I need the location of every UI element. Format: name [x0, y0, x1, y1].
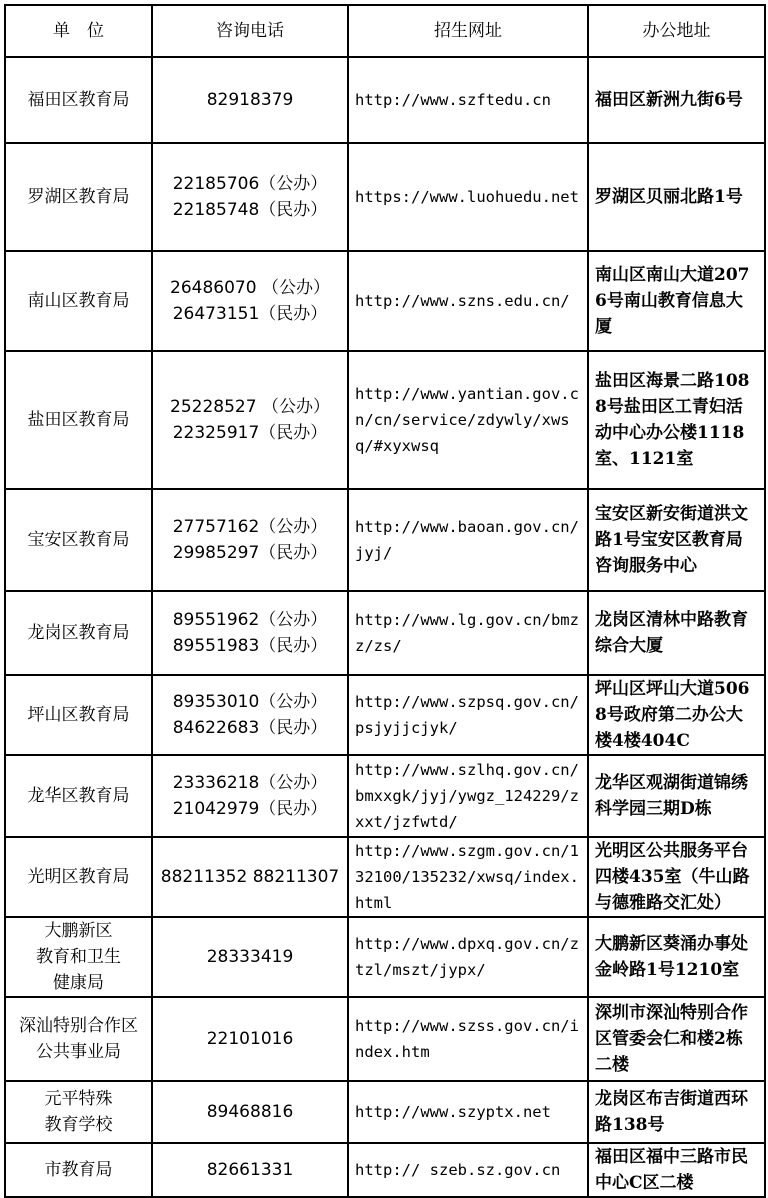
address-cell: 盐田区海景二路1088号盐田区工青妇活动中心办公楼1118室、1121室 [588, 351, 765, 489]
phone-cell [152, 917, 348, 997]
url-cell [348, 489, 588, 591]
phone-number: 26473151（民办） [172, 304, 328, 324]
unit-name-line: 健康局 [53, 973, 104, 993]
phone-number: 27757162（公办） [172, 517, 328, 537]
table-row [5, 675, 765, 755]
enrollment-url-link[interactable]: http://www.baoan.gov.cn/jyj/ [355, 518, 579, 562]
table-row [5, 1143, 765, 1197]
header-url: 招生网址 [348, 5, 588, 57]
enrollment-url-link[interactable]: http:// szeb.sz.gov.cn [355, 1161, 561, 1179]
enrollment-url-link[interactable]: http://www.lg.gov.cn/bmzz/zs/ [355, 611, 579, 655]
table-row [5, 489, 765, 591]
phone-number: 22101016 [206, 1029, 294, 1049]
phone-number: 88211352 88211307 [160, 867, 340, 887]
table-row [5, 57, 765, 143]
phone-number: 22185706（公办） [172, 174, 328, 194]
phone-cell [152, 675, 348, 755]
enrollment-url-link[interactable]: http://www.szyptx.net [355, 1103, 551, 1121]
unit-name-line: 宝安区教育局 [27, 530, 130, 550]
phone-number: 23336218（公办） [172, 773, 328, 793]
unit-cell [5, 917, 152, 997]
address-cell: 大鹏新区葵涌办事处金岭路1号1210室 [588, 917, 765, 997]
unit-name-line: 福田区教育局 [27, 90, 130, 110]
header-phone: 咨询电话 [152, 5, 348, 57]
unit-cell [5, 489, 152, 591]
address-cell: 光明区公共服务平台四楼435室（牛山路与德雅路交汇处） [588, 837, 765, 917]
enrollment-url-link[interactable]: https://www.luohuedu.net [355, 188, 579, 206]
phone-cell [152, 591, 348, 675]
header-row [5, 5, 765, 57]
phone-cell [152, 837, 348, 917]
unit-name-line: 元平特殊 [44, 1089, 113, 1109]
table-body [5, 57, 765, 1197]
phone-number: 29985297（民办） [172, 543, 328, 563]
enrollment-url-link[interactable]: http://www.yantian.gov.cn/cn/service/zdywly/xwsq/#xyxwsq [355, 385, 579, 455]
url-cell [348, 1081, 588, 1143]
phone-number: 89551983（民办） [172, 636, 328, 656]
address-cell: 罗湖区贝丽北路1号 [588, 143, 765, 251]
address-cell: 龙华区观湖街道锦绣科学园三期D栋 [588, 755, 765, 837]
table-row [5, 1081, 765, 1143]
contact-table [4, 4, 766, 1198]
unit-name-line: 光明区教育局 [27, 867, 130, 887]
unit-cell [5, 997, 152, 1081]
table-row [5, 837, 765, 917]
unit-name-line: 教育学校 [44, 1115, 113, 1135]
phone-number: 21042979（民办） [172, 799, 328, 819]
address-cell: 福田区新洲九街6号 [588, 57, 765, 143]
unit-cell [5, 57, 152, 143]
table-row [5, 351, 765, 489]
address-cell: 宝安区新安街道洪文路1号宝安区教育局咨询服务中心 [588, 489, 765, 591]
enrollment-url-link[interactable]: http://www.dpxq.gov.cn/ztzl/mszt/jypx/ [355, 935, 579, 979]
table-row [5, 917, 765, 997]
phone-cell [152, 143, 348, 251]
address-cell: 坪山区坪山大道5068号政府第二办公大楼4楼404C [588, 675, 765, 755]
phone-cell [152, 489, 348, 591]
phone-number: 89551962（公办） [172, 610, 328, 630]
unit-cell [5, 143, 152, 251]
unit-name-line: 大鹏新区 [44, 921, 113, 941]
phone-number: 28333419 [206, 947, 294, 967]
unit-name-line: 罗湖区教育局 [27, 187, 130, 207]
unit-name-line: 坪山区教育局 [27, 705, 130, 725]
enrollment-url-link[interactable]: http://www.szpsq.gov.cn/psjyjjcjyk/ [355, 693, 579, 737]
table-row [5, 143, 765, 251]
phone-cell [152, 1081, 348, 1143]
unit-name-line: 南山区教育局 [27, 291, 130, 311]
header-unit: 单 位 [5, 5, 152, 57]
unit-name-line: 教育和卫生 [36, 947, 121, 967]
phone-cell [152, 251, 348, 351]
phone-number: 82661331 [206, 1160, 294, 1180]
phone-number: 26486070 （公办） [170, 278, 330, 298]
address-cell: 福田区福中三路市民中心C区二楼 [588, 1143, 765, 1197]
header-address: 办公地址 [588, 5, 765, 57]
url-cell [348, 1143, 588, 1197]
enrollment-url-link[interactable]: http://www.szns.edu.cn/ [355, 292, 570, 310]
unit-cell [5, 1143, 152, 1197]
url-cell [348, 837, 588, 917]
enrollment-url-link[interactable]: http://www.szss.gov.cn/index.htm [355, 1017, 579, 1061]
url-cell [348, 143, 588, 251]
phone-number: 89353010（公办） [172, 692, 328, 712]
phone-cell [152, 1143, 348, 1197]
phone-number: 82918379 [206, 90, 294, 110]
unit-cell [5, 251, 152, 351]
unit-name-line: 市教育局 [44, 1160, 113, 1180]
enrollment-url-link[interactable]: http://www.szlhq.gov.cn/bmxxgk/jyj/ywgz_124229/zxxt/jzfwtd/ [355, 761, 579, 831]
address-cell: 深圳市深汕特别合作区管委会仁和楼2栋二楼 [588, 997, 765, 1081]
unit-name-line: 公共事业局 [36, 1042, 121, 1062]
table-row [5, 997, 765, 1081]
phone-cell [152, 997, 348, 1081]
url-cell [348, 755, 588, 837]
phone-number: 25228527 （公办） [170, 397, 330, 417]
enrollment-url-link[interactable]: http://www.szgm.gov.cn/132100/135232/xwsq/index.html [355, 842, 579, 912]
unit-cell [5, 675, 152, 755]
phone-number: 22325917（民办） [172, 423, 328, 443]
unit-cell [5, 351, 152, 489]
url-cell [348, 251, 588, 351]
phone-cell [152, 351, 348, 489]
url-cell [348, 675, 588, 755]
unit-cell [5, 591, 152, 675]
phone-number: 22185748（民办） [172, 200, 328, 220]
unit-name-line: 盐田区教育局 [27, 410, 130, 430]
unit-name-line: 深汕特别合作区 [19, 1016, 138, 1036]
table-row [5, 251, 765, 351]
phone-number: 84622683（民办） [172, 718, 328, 738]
url-cell [348, 917, 588, 997]
phone-cell [152, 57, 348, 143]
unit-cell [5, 1081, 152, 1143]
unit-name-line: 龙华区教育局 [27, 786, 130, 806]
address-cell: 龙岗区布吉街道西环路138号 [588, 1081, 765, 1143]
address-cell: 龙岗区清林中路教育综合大厦 [588, 591, 765, 675]
table-row [5, 591, 765, 675]
phone-number: 89468816 [206, 1102, 294, 1122]
address-cell: 南山区南山大道2076号南山教育信息大厦 [588, 251, 765, 351]
unit-cell [5, 755, 152, 837]
unit-name-line: 龙岗区教育局 [27, 623, 130, 643]
url-cell [348, 591, 588, 675]
phone-cell [152, 755, 348, 837]
unit-cell [5, 837, 152, 917]
table-row [5, 755, 765, 837]
url-cell [348, 997, 588, 1081]
url-cell [348, 57, 588, 143]
enrollment-url-link[interactable]: http://www.szftedu.cn [355, 91, 551, 109]
url-cell [348, 351, 588, 489]
